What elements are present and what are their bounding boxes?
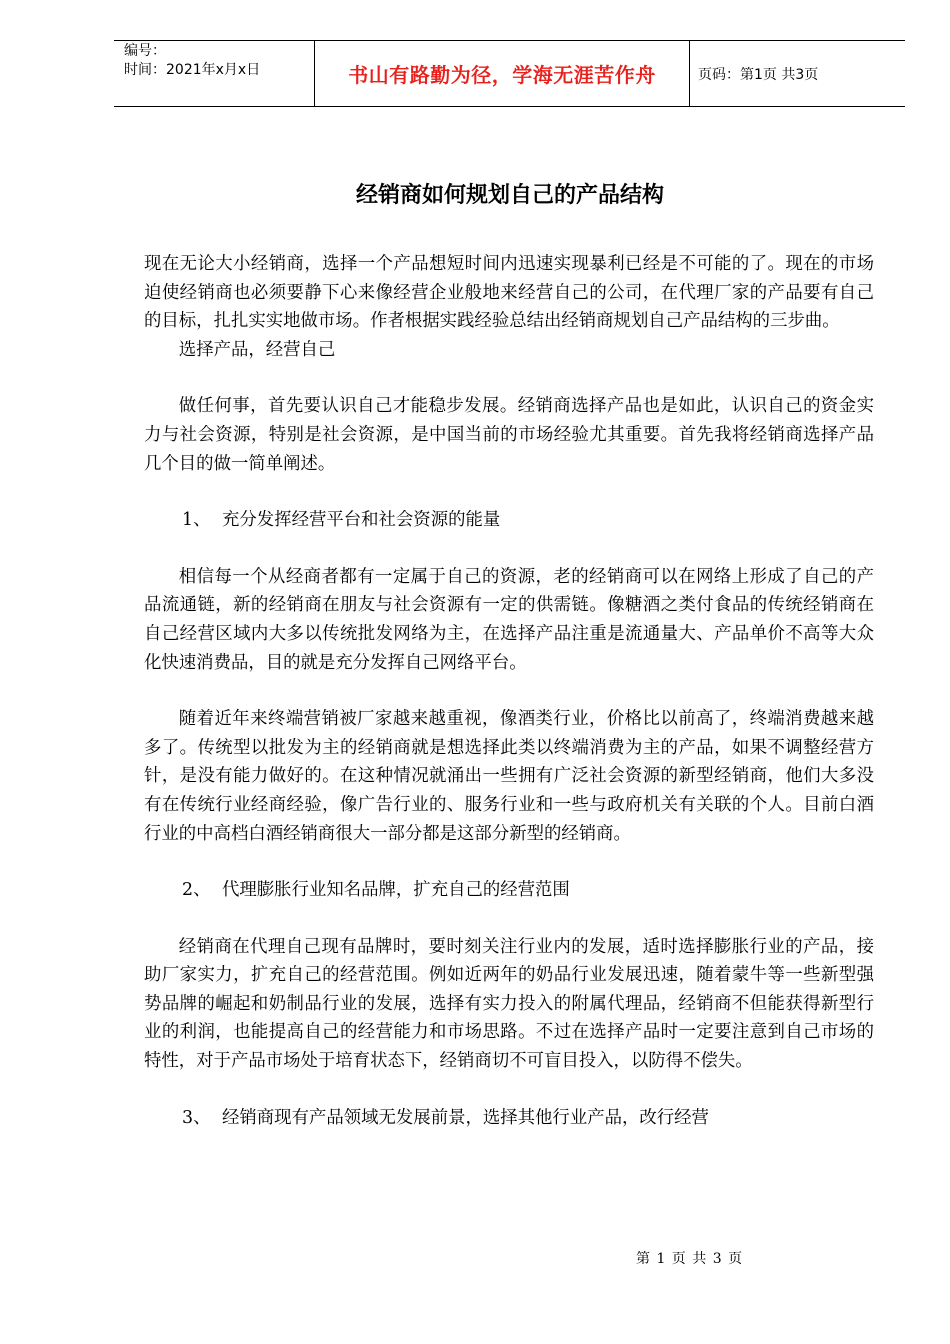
paragraph: 现在无论大小经销商，选择一个产品想短时间内迅速实现暴利已经是不可能的了。现在的市场迫使经销商也必须要静下心来像经营企业般地来经营自己的公司，在代理厂家的产品要有自己的目标，扎扎实实地做市场。作者根据实践经验总结出经销商规划自己产品结构的三步曲。 — [144, 254, 874, 332]
number-label: 编号： — [124, 43, 166, 59]
document-header — [114, 40, 905, 107]
header-motto: 书山有路勤为径，学海无涯苦作舟 — [315, 41, 690, 106]
list-item-heading — [144, 1104, 874, 1133]
header-page-info: 页码：第1页 共3页 — [698, 66, 819, 83]
list-item-number: 3、 — [182, 1107, 211, 1128]
document-body — [144, 250, 874, 1132]
section-heading: 选择产品，经营自己 — [178, 339, 336, 360]
page-footer: 第 1 页 共 3 页 — [636, 1251, 744, 1267]
list-item-text: 充分发挥经营平台和社会资源的能量 — [222, 510, 501, 531]
list-item-text: 经销商现有产品领域无发展前景，选择其他行业产品，改行经营 — [222, 1107, 709, 1128]
list-item-number: 1、 — [182, 510, 211, 531]
paragraph: 做任何事，首先要认识自己才能稳步发展。经销商选择产品也是如此，认识自己的资金实力与社会资源，特别是社会资源，是中国当前的市场经验尤其重要。首先我将经销商选择产品几个目的做一简单阐述。 — [144, 396, 874, 474]
list-item-heading — [144, 506, 874, 535]
header-meta — [114, 41, 315, 106]
time-label: 时间：2021年x月x日 — [124, 62, 261, 78]
list-item-text: 代理膨胀行业知名品牌，扩充自己的经营范围 — [222, 880, 570, 901]
document-title: 经销商如何规划自己的产品结构 — [355, 183, 664, 208]
paragraph: 经销商在代理自己现有品牌时，要时刻关注行业内的发展，适时选择膨胀行业的产品，接助厂家实力，扩充自己的经营范围。例如近两年的奶品行业发展迅速，随着蒙牛等一些新型强势品牌的崛起和奶制品行业的发展，选择有实力投入的附属代理品，经销商不但能获得新型行业的利润，也能提高自己的经营能力和市场思路。不过在选择产品时一定要注意到自己市场的特性，对于产品市场处于培育状态下，经销商切不可盲目投入，以防得不偿失。 — [144, 936, 874, 1072]
list-item-heading — [144, 876, 874, 905]
paragraph: 相信每一个从经商者都有一定属于自己的资源，老的经销商可以在网络上形成了自己的产品流通链，新的经销商在朋友与社会资源有一定的供需链。像糖酒之类付食品的传统经销商在自己经营区域内大多以传统批发网络为主，在选择产品注重是流通量大、产品单价不高等大众化快速消费品，目的就是充分发挥自己网络平台。 — [144, 566, 874, 673]
list-item-number: 2、 — [182, 880, 211, 901]
paragraph: 随着近年来终端营销被厂家越来越重视，像酒类行业，价格比以前高了，终端消费越来越多了。传统型以批发为主的经销商就是想选择此类以终端消费为主的产品，如果不调整经营方针，是没有能力做好的。在这种情况就涌出一些拥有广泛社会资源的新型经销商，他们大多没有在传统行业经商经验，像广告行业的、服务行业和一些与政府机关有关联的个人。目前白酒行业的中高档白酒经销商很大一部分都是这部分新型的经销商。 — [144, 709, 874, 844]
